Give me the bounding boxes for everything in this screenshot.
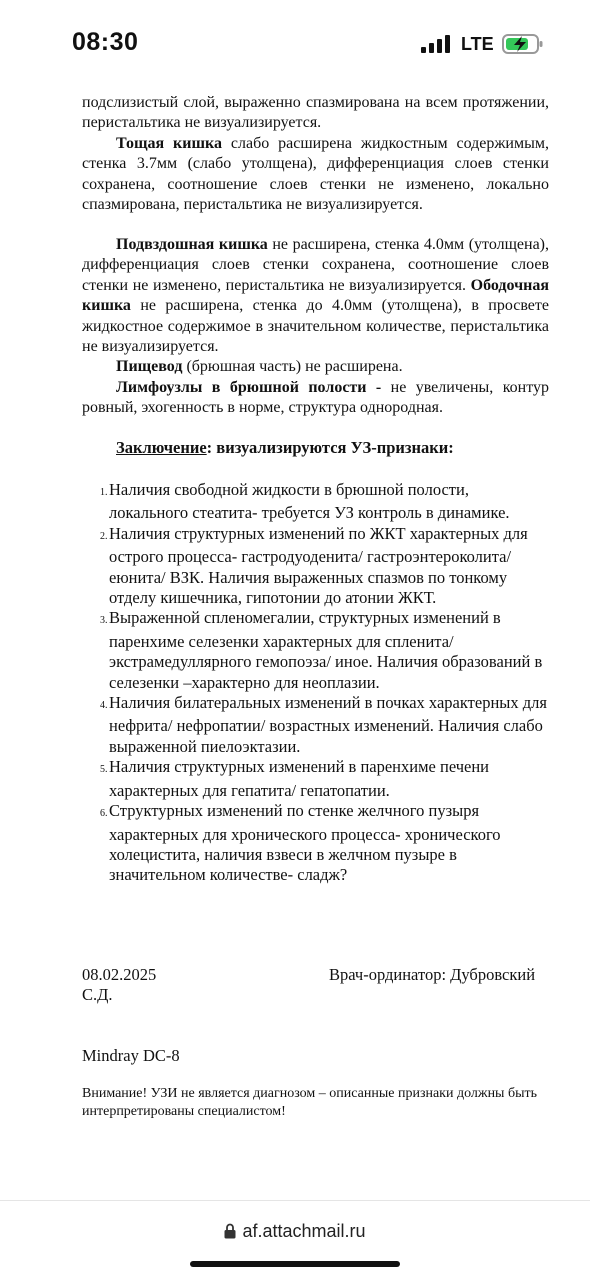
browser-address-bar[interactable] <box>0 1200 590 1281</box>
list-item-text: Выраженной спленомегалии, структурных изменений в паренхиме селезенки характерных для спленита/ экстрамедуллярного гемопоэза/ иное. Наличия образований в селезенки –характерно для неоплазии. <box>109 608 543 692</box>
list-item-text: Наличия свободной жидкости в брюшной полости, локального стеатита- требуется УЗ контроль в динамике. <box>109 480 510 523</box>
paragraph-lymph-nodes <box>82 378 549 419</box>
battery-charging-icon <box>502 33 544 55</box>
list-item-text: Наличия билатеральных изменений в почках характерных для нефрита/ нефропатии/ возрастных изменений. Наличия слабо выраженной пиелоэктазии. <box>109 693 547 756</box>
doctor-initials: С.Д. <box>82 985 113 1004</box>
list-number: 5. <box>100 764 108 776</box>
lock-icon <box>224 1223 236 1239</box>
report-date-block <box>82 965 156 1005</box>
label-ileum: Подвздошная кишка <box>116 236 268 253</box>
paragraph-esophagus <box>82 357 549 377</box>
report-date: 08.02.2025 <box>82 965 157 984</box>
status-bar <box>0 0 590 88</box>
url-text: af.attachmail.ru <box>242 1221 366 1241</box>
list-item <box>82 757 550 801</box>
conclusion-text: : визуализируются УЗ-признаки: <box>206 438 454 457</box>
label-esophagus: Пищевод <box>116 358 183 375</box>
paragraph-text: подслизистый слой, выраженно спазмирована на всем протяжении, перистальтика не визуализируется. <box>82 94 549 132</box>
text-colon: не расширена, стенка до 4.0мм (утолщена), в просвете жидкостное содержимое в значительном количестве, перистальтика не визуализируется. <box>82 297 549 356</box>
list-item <box>82 693 550 757</box>
list-item-text: Наличия структурных изменений в паренхиме печени характерных для гепатита/ гепатопатии. <box>109 757 490 800</box>
list-number: 2. <box>100 530 108 542</box>
device-model: Mindray DC-8 <box>82 1046 180 1065</box>
text-esophagus: (брюшная часть) не расширена. <box>182 358 403 375</box>
list-item <box>82 608 550 693</box>
list-item <box>82 524 550 609</box>
disclaimer: Внимание! УЗИ не является диагнозом – описанные признаки должны быть интерпретированы специалистом! <box>82 1086 537 1119</box>
paragraph-jejunum <box>82 134 549 216</box>
text-lymph-nodes: не увеличены, контур ровный, эхогенность в норме, структура однородная. <box>82 379 549 417</box>
label-colon: Ободочная кишка <box>82 276 549 315</box>
home-indicator[interactable] <box>190 1261 400 1267</box>
clock: 08:30 <box>72 28 139 56</box>
label-lymph-nodes: Лимфоузлы в брюшной полости - <box>116 379 382 396</box>
signal-icon <box>421 35 451 53</box>
url-field[interactable] <box>0 1221 590 1242</box>
network-type: LTE <box>461 34 494 54</box>
list-number: 3. <box>100 615 108 627</box>
text-jejunum: слабо расширена жидкостным содержимым, стенка 3.7мм (слабо утолщена), дифференциация слоев стенки сохранена, соотношение слоев стенки не изменено, локально спазмирована, перистальтика не визуализируется. <box>82 135 549 214</box>
list-item-text: Структурных изменений по стенке желчного пузыря характерных для хронического процесса- хронического холецистита, наличия взвеси в желчном пузыре в значительном количестве- сладж? <box>109 801 501 885</box>
list-number: 4. <box>100 700 108 712</box>
label-jejunum: Тощая кишка <box>116 135 222 152</box>
conclusion-label: Заключение <box>116 438 207 457</box>
conclusion-heading <box>116 438 454 458</box>
paragraph-ileum <box>82 235 549 357</box>
list-item <box>82 801 550 886</box>
conclusion-list <box>82 480 550 886</box>
list-item <box>82 480 550 524</box>
doctor-name: Врач-ординатор: Дубровский <box>329 965 536 984</box>
list-number: 1. <box>100 487 108 498</box>
list-item-text: Наличия структурных изменений по ЖКТ характерных для острого процесса- гастродуоденита/ гастроэнтероколита/ еюнита/ ВЗК. Наличия выраженных спазмов по тонкому отделу кишечника, гипотонии до атонии ЖКТ. <box>109 523 528 608</box>
list-number: 6. <box>100 808 108 820</box>
paragraph-stomach-end <box>82 93 549 134</box>
text-ileum: не расширена, стенка 4.0мм (утолщена), дифференциация слоев стенки сохранена, соотношение слоев стенки не изменено, перистальтика не визуализируется. <box>82 236 549 294</box>
